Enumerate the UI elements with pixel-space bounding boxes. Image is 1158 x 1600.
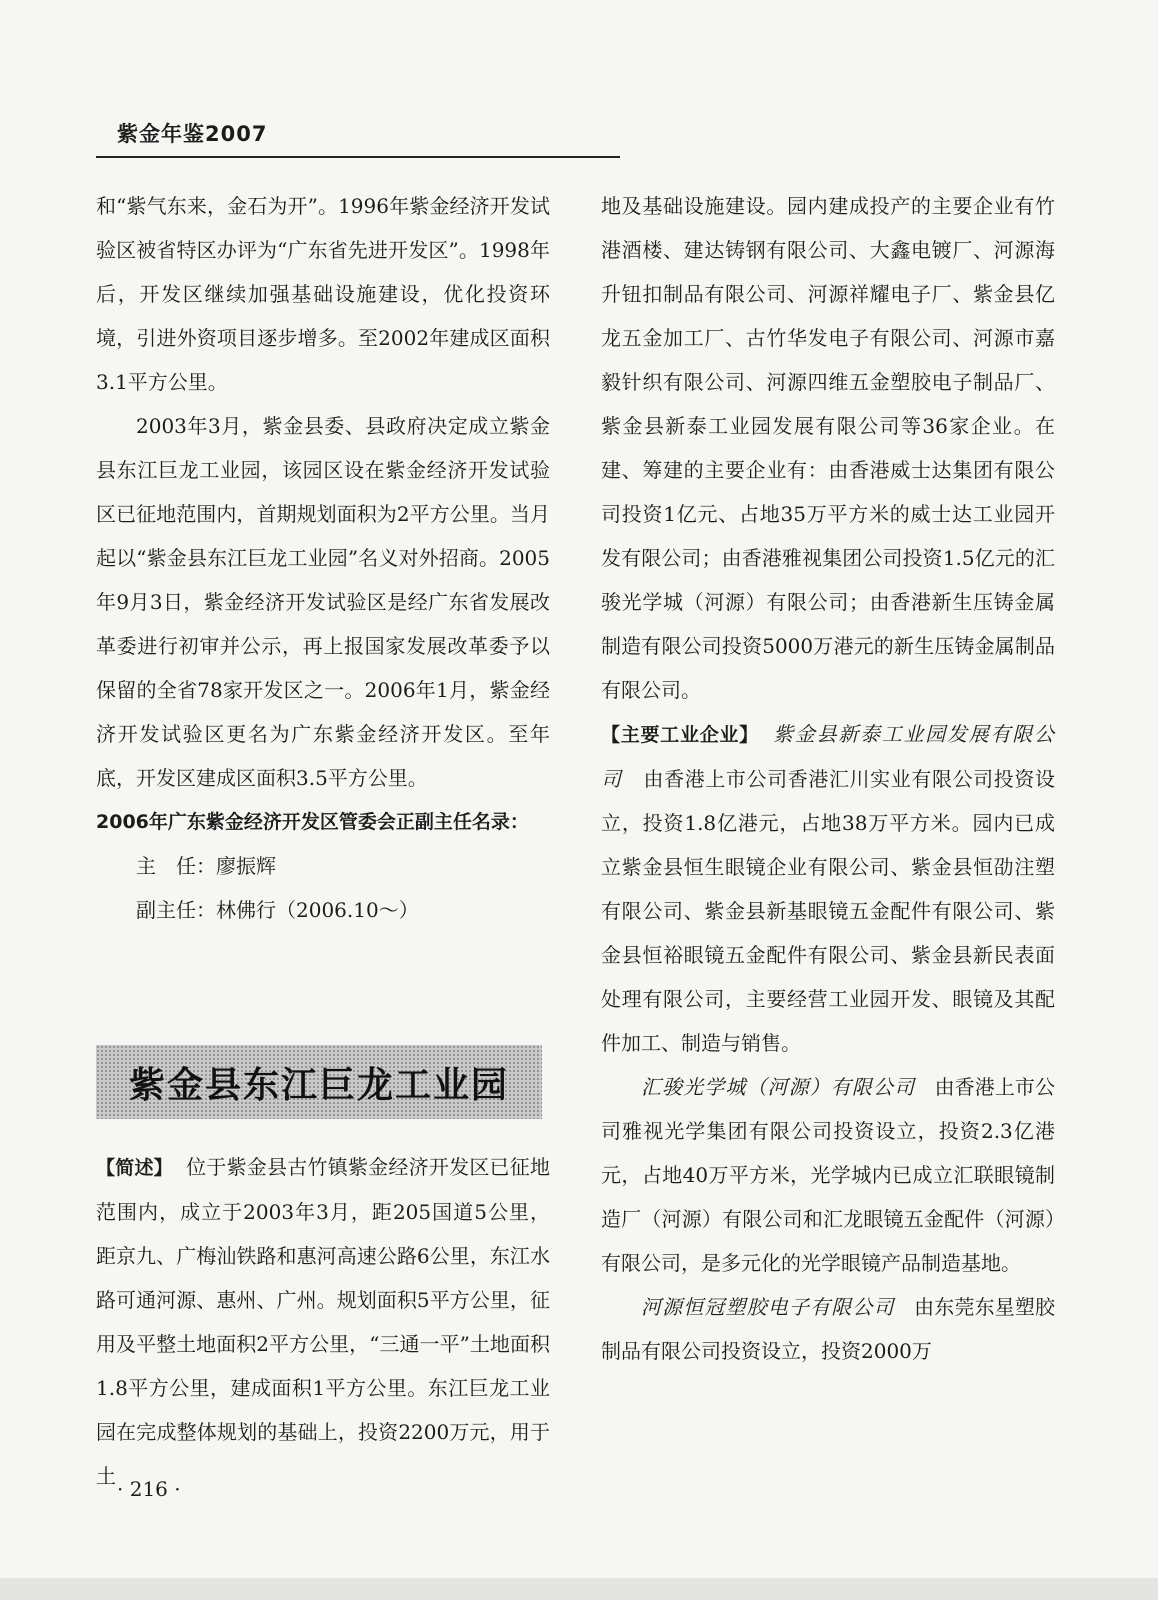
paragraph: 2003年3月，紫金县委、县政府决定成立紫金县东江巨龙工业园，该园区设在紫金经济开发试验区已征地范围内，首期规划面积为2平方公里。当月起以“紫金县东江巨龙工业园”名义对外招商。2005年9月3日，紫金经济开发试验区是经广东省发展改革委进行初审并公示，再上报国家发展改革委予以保留的全省78家开发区之一。2006年1月，紫金经济开发试验区更名为广东紫金经济开发区。至年底，开发区建成区面积3.5平方公里。 <box>96 414 550 790</box>
company-name: 紫金县新泰工业园发展有限公司 <box>601 722 1055 791</box>
page-number: · 216 · <box>117 1477 181 1501</box>
company-description: 由香港上市公司雅视光学集团有限公司投资设立，投资2.3亿港元，占地40万平方米，光学城内已成立汇联眼镜制造厂（河源）有限公司和汇龙眼镜五金配件（河源）有限公司，是多元化的光学眼镜产品制造基地。 <box>601 1075 1056 1275</box>
paragraph: 地及基础设施建设。园内建成投产的主要企业有竹港酒楼、建达铸钢有限公司、大鑫电镀厂、河源海升钮扣制品有限公司、河源祥耀电子厂、紫金县亿龙五金加工厂、古竹华发电子有限公司、河源市嘉毅针织有限公司、河源四维五金塑胶电子制品厂、紫金县新泰工业园发展有限公司等36家企业。在建、筹建的主要企业有：由香港威士达集团有限公司投资1亿元、占地35万平方米的威士达工业园开发有限公司；由香港雅视集团公司投资1.5亿元的汇骏光学城（河源）有限公司；由香港新生压铸金属制造有限公司投资5000万港元的新生压铸金属制品有限公司。 <box>601 194 1055 702</box>
company-description: 由香港上市公司香港汇川实业有限公司投资设立，投资1.8亿港元，占地38万平方米。园内已成立紫金县恒生眼镜企业有限公司、紫金县恒劭注塑有限公司、紫金县新基眼镜五金配件有限公司、紫金县恒裕眼镜五金配件有限公司、紫金县新民表面处理有限公司，主要经营工业园开发、眼镜及其配件加工、制造与销售。 <box>601 767 1056 1055</box>
intro-text: 位于紫金县古竹镇紫金经济开发区已征地范围内，成立于2003年3月，距205国道5公里，距京九、广梅汕铁路和惠河高速公路6公里，东江水路可通河源、惠州、广州。规划面积5平方公里，征用及平整土地面积2平方公里，“三通一平”土地面积1.8平方公里，建成面积1平方公里。东江巨龙工业园在完成整体规划的基础上，投资2200万元，用于土 <box>96 1155 551 1488</box>
intro-label: 【简述】 <box>96 1157 173 1179</box>
left-column <box>96 184 550 932</box>
list-heading: 2006年广东紫金经济开发区管委会正副主任名录： <box>96 811 529 833</box>
companies-label: 【主要工业企业】 <box>601 724 759 746</box>
running-header: 紫金年鉴2007 <box>117 122 268 146</box>
section-intro <box>96 1145 550 1498</box>
header-rule <box>96 156 620 158</box>
right-column <box>601 184 1055 1373</box>
section-title: 紫金县东江巨龙工业园 <box>128 1064 509 1106</box>
company-description: 由东莞东星塑胶制品有限公司投资设立，投资2000万 <box>601 1295 1056 1363</box>
company-name: 河源恒冠塑胶电子有限公司 <box>641 1295 895 1319</box>
deputy-director-entry: 副主任：林佛行（2006.10～） <box>136 898 419 922</box>
director-entry: 主 任：廖振辉 <box>136 854 276 878</box>
paragraph: 和“紫气东来，金石为开”。1996年紫金经济开发试验区被省特区办评为“广东省先进开发区”。1998年后，开发区继续加强基础设施建设，优化投资环境，引进外资项目逐步增多。至2002年建成区面积3.1平方公里。 <box>96 194 550 394</box>
scan-edge <box>0 1578 1158 1600</box>
section-banner <box>96 1045 542 1119</box>
company-name: 汇骏光学城（河源）有限公司 <box>641 1075 916 1099</box>
